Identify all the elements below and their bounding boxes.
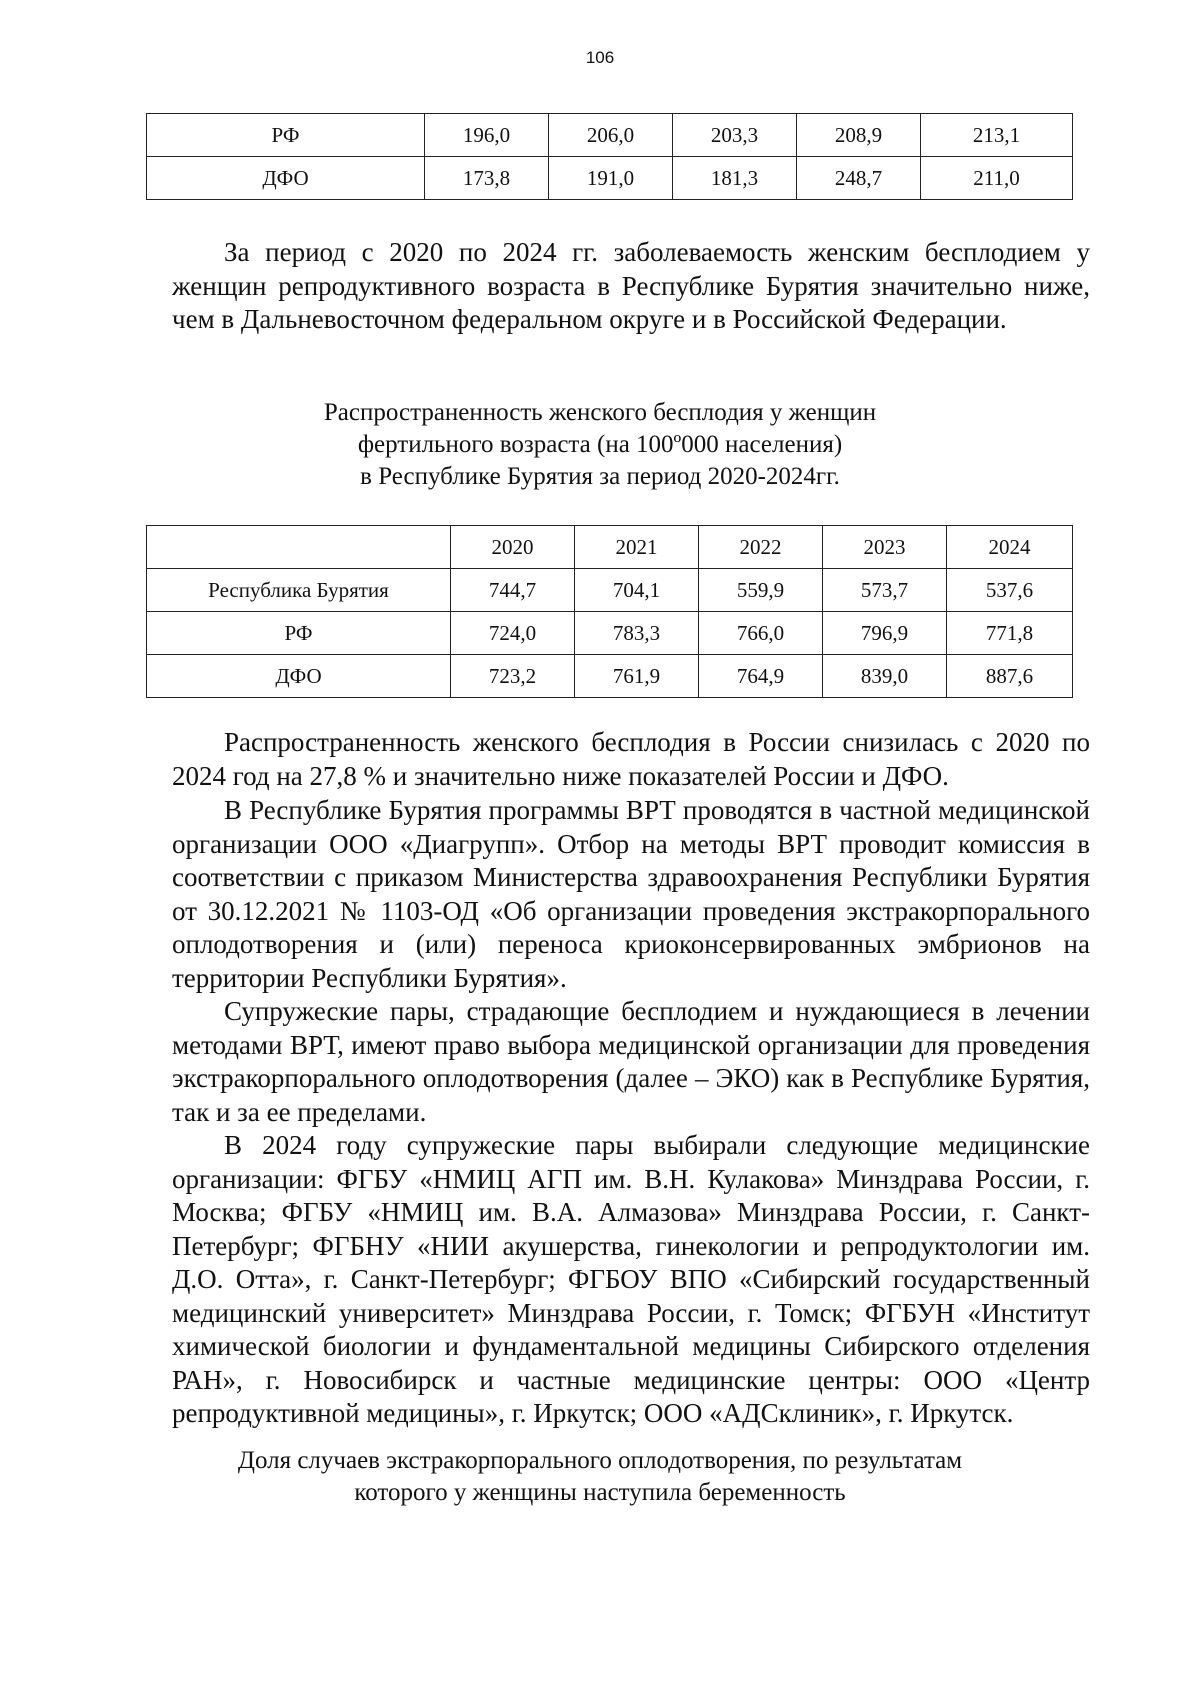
paragraph-incidence-summary: За период с 2020 по 2024 гг. заболеваемость женским бесплодием у женщин репродуктивного возраста в Республике Бурятия значительно ниже, чем в Дальневосточном федеральном округе и в Российской Федерации. [172,237,1090,334]
table-cell: 248,7 [797,157,921,200]
table-cell: 573,7 [823,569,947,612]
table-cell: 196,0 [425,114,549,157]
header-cell: 2024 [947,526,1073,569]
header-cell: 2022 [699,526,823,569]
row-label: РФ [147,612,451,655]
table-cell: 206,0 [549,114,673,157]
page-number: 106 [585,48,615,67]
table-cell: 771,8 [947,612,1073,655]
table-cell: 191,0 [549,157,673,200]
caption-line: Распространенность женского бесплодия у женщин [323,399,877,426]
paragraph-couples-choice: Супружеские пары, страдающие бесплодием и нуждающиеся в лечении методами ВРТ, имеют право выбора медицинской организации для проведения экстракорпорального оплодотворения (далее – ЭКО) как в Республике Бурятия, так и за ее пределами. [172,996,1090,1127]
prevalence-table [146,525,1073,698]
header-cell: 2021 [575,526,699,569]
table-cell: 704,1 [575,569,699,612]
table-row [147,114,1073,157]
table-cell: 208,9 [797,114,921,157]
table-cell: 761,9 [575,655,699,698]
table-caption-pregnancy-rate [0,1445,1200,1509]
paragraph-organizations-2024: В 2024 году супружеские пары выбирали следующие медицинские организации: ФГБУ «НМИЦ АГП им. В.Н. Кулакова» Минздрава России, г. Москва; ФГБУ «НМИЦ им. В.А. Алмазова» Минздрава России, г. Санкт-Петербург; ФГБНУ «НИИ акушерства, гинекологии и репродуктологии им. Д.О. Отта», г. Санкт-Петербург; ФГБОУ ВПО «Сибирский государственный медицинский университет» Минздрава России, г. Томск; ФГБУН «Институт химической биологии и фундаментальной медицины Сибирского отделения РАН», г. Новосибирск и частные медицинские центры: ООО «Центр репродуктивной медицины», г. Иркутск; ООО «АДСклиник», г. Иркутск. [172,1130,1090,1428]
header-cell: 2023 [823,526,947,569]
row-label: Республика Бурятия [147,569,451,612]
table-cell: 213,1 [921,114,1073,157]
table-cell: 744,7 [451,569,575,612]
table-cell: 211,0 [921,157,1073,200]
table-cell: 796,9 [823,612,947,655]
table-cell: 783,3 [575,612,699,655]
table-cell: 724,0 [451,612,575,655]
caption-line: которого у женщины наступила беременность [354,1479,846,1506]
header-cell: 2020 [451,526,575,569]
table-header-row [147,526,1073,569]
table-cell: 181,3 [673,157,797,200]
row-label: ДФО [147,655,451,698]
table-cell: 723,2 [451,655,575,698]
table-row [147,157,1073,200]
table-cell: 173,8 [425,157,549,200]
caption-line: фертильного возраста (на 100º000 населения) [357,431,843,458]
table-cell: 203,3 [673,114,797,157]
table-row [147,612,1073,655]
table-caption-prevalence [0,397,1200,493]
table-cell: 559,9 [699,569,823,612]
paragraph-art-program: В Республике Бурятия программы ВРТ проводятся в частной медицинской организации ООО «Диагрупп». Отбор на методы ВРТ проводит комиссия в соответствии с приказом Министерства здравоохранения Республики Бурятия от 30.12.2021 № 1103-ОД «Об организации проведения экстракорпорального оплодотворения и (или) переноса криоконсервированных эмбрионов на территории Республики Бурятия». [172,795,1090,993]
row-label: ДФО [147,157,425,200]
table-cell: 766,0 [699,612,823,655]
table-cell: 764,9 [699,655,823,698]
caption-line: Доля случаев экстракорпорального оплодотворения, по результатам [237,1447,963,1474]
header-cell [147,526,451,569]
table-cell: 537,6 [947,569,1073,612]
row-label: РФ [147,114,425,157]
table-row [147,655,1073,698]
paragraph-prevalence-summary: Распространенность женского бесплодия в России снизилась с 2020 по 2024 год на 27,8 % и значительно ниже показателей России и ДФО. [172,727,1090,791]
table-row [147,569,1073,612]
incidence-table-continuation [146,113,1073,200]
caption-line: в Республике Бурятия за период 2020-2024гг. [360,463,840,490]
table-cell: 887,6 [947,655,1073,698]
table-cell: 839,0 [823,655,947,698]
